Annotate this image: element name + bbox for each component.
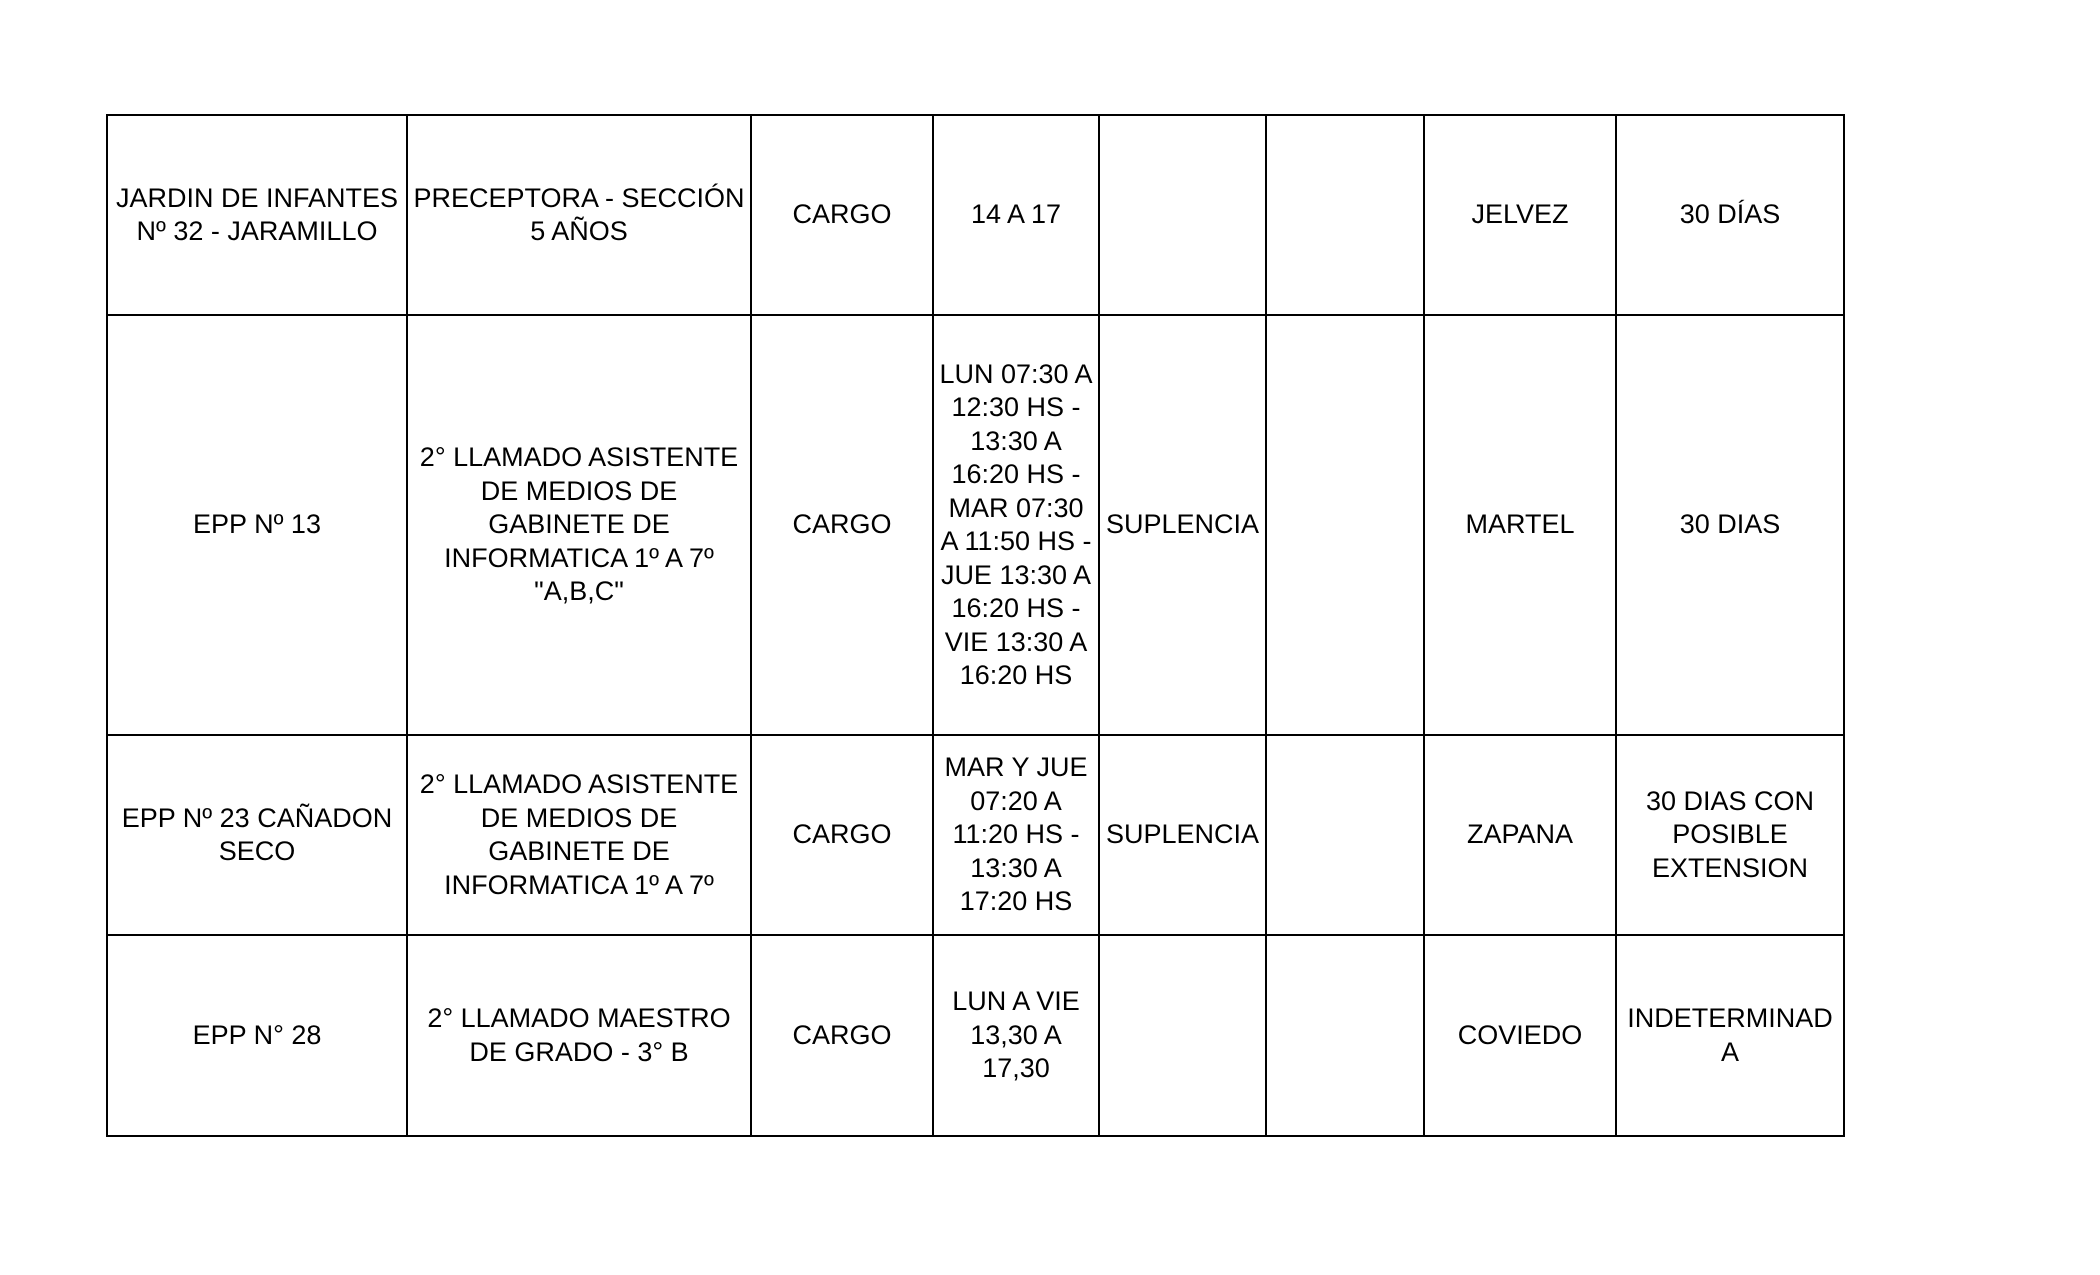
cell-tipo: CARGO [751,315,933,735]
cell-situacion [1099,115,1266,315]
cell-docente: ZAPANA [1424,735,1616,935]
cell-horario: 14 A 17 [933,115,1099,315]
cell-extra [1266,935,1424,1136]
cell-escuela: JARDIN DE INFANTES Nº 32 - JARAMILLO [107,115,407,315]
cell-situacion [1099,935,1266,1136]
cell-descripcion: 2° LLAMADO MAESTRO DE GRADO - 3° B [407,935,751,1136]
cell-escuela: EPP N° 28 [107,935,407,1136]
cell-descripcion: PRECEPTORA - SECCIÓN 5 AÑOS [407,115,751,315]
cell-horario: LUN A VIE 13,30 A 17,30 [933,935,1099,1136]
cell-duracion: 30 DIAS [1616,315,1844,735]
cell-extra [1266,735,1424,935]
cell-docente: COVIEDO [1424,935,1616,1136]
cell-duracion: 30 DÍAS [1616,115,1844,315]
table-row [107,735,1844,935]
cell-situacion: SUPLENCIA [1099,735,1266,935]
cell-docente: MARTEL [1424,315,1616,735]
cell-escuela: EPP Nº 13 [107,315,407,735]
cell-horario: MAR Y JUE 07:20 A 11:20 HS - 13:30 A 17:20 HS [933,735,1099,935]
cell-escuela: EPP Nº 23 CAÑADON SECO [107,735,407,935]
cell-extra [1266,115,1424,315]
vacancy-table [106,114,1845,1137]
cell-duracion: INDETERMINADA [1616,935,1844,1136]
cell-situacion: SUPLENCIA [1099,315,1266,735]
cell-descripcion: 2° LLAMADO ASISTENTE DE MEDIOS DE GABINETE DE INFORMATICA 1º A 7º [407,735,751,935]
table-row [107,315,1844,735]
cell-descripcion: 2° LLAMADO ASISTENTE DE MEDIOS DE GABINETE DE INFORMATICA 1º A 7º "A,B,C" [407,315,751,735]
cell-docente: JELVEZ [1424,115,1616,315]
cell-tipo: CARGO [751,735,933,935]
cell-tipo: CARGO [751,115,933,315]
cell-duracion: 30 DIAS CON POSIBLE EXTENSION [1616,735,1844,935]
table-row [107,115,1844,315]
cell-tipo: CARGO [751,935,933,1136]
cell-horario: LUN 07:30 A 12:30 HS - 13:30 A 16:20 HS - MAR 07:30 A 11:50 HS - JUE 13:30 A 16:20 HS - VIE 13:30 A 16:20 HS [933,315,1099,735]
table-row [107,935,1844,1136]
cell-extra [1266,315,1424,735]
